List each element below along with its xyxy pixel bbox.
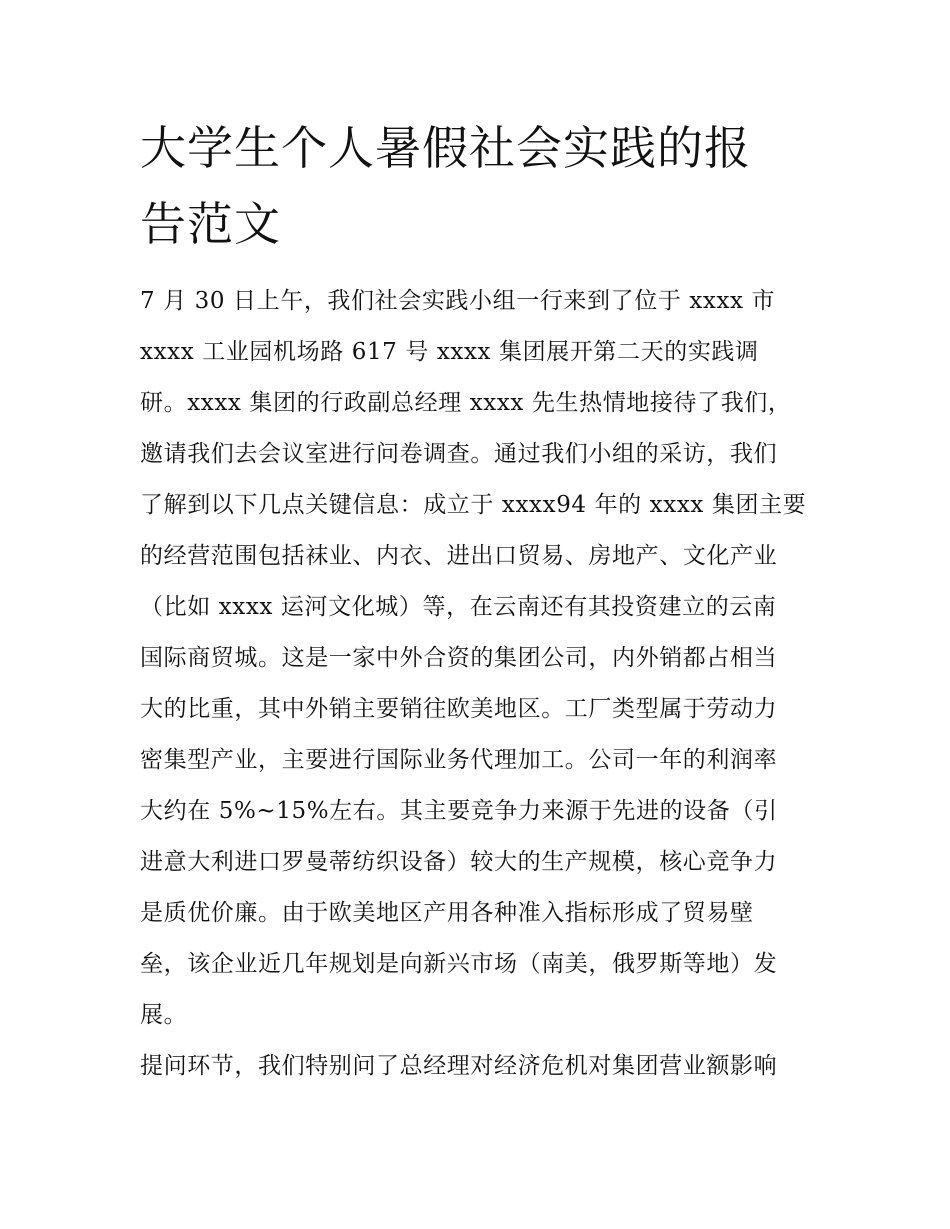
body-line: 垒，该企业近几年规划是向新兴市场（南美，俄罗斯等地）发 — [140, 951, 778, 977]
title-line: 大学生个人暑假社会实践的报 — [140, 121, 751, 175]
body-line: 7 月 30 日上午，我们社会实践小组一行来到了位于 xxxx 市 — [140, 288, 776, 314]
body-line: 大的比重，其中外销主要销往欧美地区。工厂类型属于劳动力 — [140, 696, 778, 722]
body-line: 大约在 5%~15%左右。其主要竞争力来源于先进的设备（引 — [140, 798, 778, 824]
body-line: （比如 xxxx 运河文化城）等，在云南还有其投资建立的云南 — [140, 594, 777, 620]
body-line: 国际商贸城。这是一家中外合资的集团公司，内外销都占相当 — [140, 645, 778, 671]
body-line: xxxx 工业园机场路 617 号 xxxx 集团展开第二天的实践调 — [140, 339, 759, 365]
body-line: 是质优价廉。由于欧美地区产用各种准入指标形成了贸易壁 — [140, 900, 754, 926]
body-line: 提问环节，我们特别问了总经理对经济危机对集团营业额影响 — [140, 1053, 778, 1079]
title-line: 告范文 — [140, 197, 281, 251]
body-line: 了解到以下几点关键信息：成立于 xxxx94 年的 xxxx 集团主要 — [140, 492, 807, 518]
body-line: 进意大利进口罗曼蒂纺织设备）较大的生产规模，核心竞争力 — [140, 849, 778, 875]
body-line: 邀请我们去会议室进行问卷调查。通过我们小组的采访，我们 — [140, 441, 778, 467]
body-line: 密集型产业，主要进行国际业务代理加工。公司一年的利润率 — [140, 747, 778, 773]
body-line: 研。xxxx 集团的行政副总经理 xxxx 先生热情地接待了我们， — [140, 390, 792, 416]
document-title — [140, 110, 812, 262]
body-line: 的经营范围包括袜业、内衣、进出口贸易、房地产、文化产业 — [140, 543, 778, 569]
body-line: 展。 — [140, 1002, 188, 1028]
